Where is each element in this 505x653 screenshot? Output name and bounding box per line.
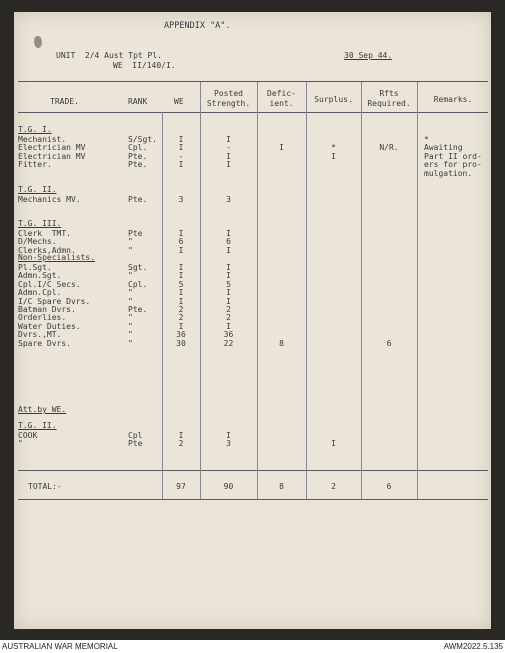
header-we: WE (174, 97, 184, 106)
cell-we: I (178, 245, 184, 255)
cell-we: 36 (176, 330, 186, 340)
totals-deficient: 8 (279, 482, 284, 491)
footer-bar (0, 640, 505, 653)
cell-posted: 5 (226, 279, 231, 289)
cell-rank: " (128, 330, 133, 340)
cell-rank: " (128, 338, 133, 348)
cell-posted: 2 (226, 305, 231, 314)
cell-posted: I (226, 271, 231, 281)
cell-posted: I (226, 151, 231, 161)
cell-remarks: mulgation. (424, 168, 473, 178)
col-divider-rfts-remarks (417, 82, 418, 499)
cell-posted: I (226, 321, 231, 331)
cell-remarks: ers for pro- (424, 160, 482, 170)
cell-trade: " (18, 439, 23, 449)
section-title: Non-Specialists. (18, 253, 96, 262)
cell-posted: I (226, 288, 231, 298)
header-rank: RANK (128, 97, 148, 106)
cell-rank: " (128, 296, 133, 306)
cell-posted: 36 (223, 330, 234, 340)
cell-posted: - (226, 143, 231, 153)
we-line: WE II/140/I. (113, 61, 176, 70)
cell-posted: 3 (226, 195, 231, 204)
totals-label: TOTAL:- (28, 482, 62, 491)
report-date: 30 Sep 44. (344, 51, 393, 60)
cell-we: I (178, 321, 184, 331)
cell-we: I (178, 229, 184, 238)
cell-trade: Batman Dvrs. (18, 305, 76, 314)
cell-surplus: * (331, 143, 336, 153)
cell-rank: " (128, 245, 133, 255)
header-surplus: Surplus. (314, 95, 353, 104)
cell-trade: Electrician MV (18, 143, 86, 153)
cell-trade: Dvrs.,MT. (18, 330, 62, 340)
cell-posted: 3 (226, 439, 231, 449)
cell-posted: I (226, 160, 231, 170)
cell-surplus: I (331, 151, 336, 161)
cell-we: 5 (178, 279, 184, 289)
cell-trade: Water Duties. (18, 321, 81, 331)
page-title: APPENDIX "A". (164, 21, 231, 31)
footer-accession: AWM2022.5.135 (443, 642, 503, 651)
cell-we: I (178, 143, 184, 153)
cell-we: I (178, 271, 184, 281)
totals-rfts: 6 (386, 482, 392, 491)
cell-we: I (178, 431, 184, 440)
totals-we: 97 (176, 482, 186, 491)
cell-posted: I (226, 135, 231, 144)
cell-trade: Clerk TMT. (18, 229, 71, 238)
cell-rank: S/Sgt. (128, 135, 157, 144)
footer-source: AUSTRALIAN WAR MEMORIAL (2, 642, 118, 651)
section-title: Att.by WE. (18, 405, 67, 414)
header-rfts-1: Rfts (379, 89, 399, 98)
document-page (14, 12, 491, 629)
cell-we: 3 (178, 195, 184, 204)
cell-trade: I/C Spare Dvrs. (18, 296, 91, 306)
cell-rank: Pte. (128, 195, 148, 204)
cell-posted: I (226, 296, 231, 306)
cell-we: 2 (178, 313, 184, 323)
section-title: T.G. I. (18, 125, 52, 134)
cell-posted: I (226, 229, 231, 238)
unit-line: UNIT 2/4 Aust Tpt Pl. (56, 51, 162, 60)
cell-surplus: I (331, 439, 336, 449)
cell-posted: I (226, 245, 231, 255)
cell-rank: " (128, 271, 133, 281)
cell-trade: Spare Dvrs. (18, 338, 71, 348)
cell-posted: 2 (226, 313, 231, 323)
cell-posted: I (226, 263, 231, 272)
cell-rank: " (128, 313, 133, 323)
cell-rank: Pte (128, 439, 143, 449)
cell-trade: Fitter. (18, 160, 52, 170)
cell-rank: " (128, 237, 133, 247)
cell-remarks: Part II ord- (424, 151, 482, 161)
cell-trade: Orderlies. (18, 313, 67, 323)
cell-we: 6 (178, 237, 184, 247)
header-trade: TRADE. (50, 97, 79, 106)
header-deficient-2: ient. (269, 99, 294, 108)
cell-we: 2 (178, 439, 184, 449)
cell-we: I (178, 296, 184, 306)
cell-rfts: N/R. (379, 143, 399, 153)
cell-trade: Electrician MV (18, 151, 86, 161)
totals-surplus: 2 (331, 482, 336, 491)
cell-rank: Pte (128, 229, 143, 238)
totals-posted: 90 (223, 482, 234, 491)
cell-we: 30 (176, 338, 186, 348)
cell-trade: Admn.Cpl. (18, 288, 62, 298)
cell-we: I (178, 160, 184, 170)
cell-we: I (178, 135, 184, 144)
cell-trade: COOK (18, 431, 38, 440)
cell-posted: 22 (223, 338, 234, 348)
cell-trade: Pl.Sgt. (18, 263, 52, 272)
cell-def: I (279, 143, 284, 153)
header-remarks: Remarks. (433, 95, 473, 104)
cell-trade: Mechanist. (18, 135, 67, 144)
header-posted-1: Posted (214, 89, 243, 98)
cell-def: 8 (279, 338, 284, 348)
cell-rank: " (128, 321, 133, 331)
cell-rank: Pte. (128, 151, 148, 161)
section-title: T.G. II. (18, 421, 57, 430)
header-rfts-2: Required. (367, 99, 411, 108)
cell-we: 2 (178, 305, 184, 314)
cell-rank: Cpl (128, 431, 143, 440)
cell-posted: I (226, 431, 231, 440)
header-posted-2: Strength. (206, 99, 251, 108)
cell-trade: Cpl.I/C Secs. (18, 279, 81, 289)
table-bottom-rule (18, 499, 488, 500)
cell-we: I (178, 288, 184, 298)
cell-trade: Clerks,Admn. (18, 245, 76, 255)
cell-remarks: Awaiting (424, 143, 463, 153)
section-title: T.G. II. (18, 185, 57, 194)
cell-rank: Cpl. (128, 143, 148, 153)
cell-rfts: 6 (386, 338, 392, 348)
cell-rank: " (128, 288, 133, 298)
header-deficient-1: Defic- (267, 89, 296, 98)
cell-rank: Cpl. (128, 279, 148, 289)
section-title: T.G. III. (18, 219, 62, 228)
cell-rank: Pte. (128, 305, 148, 314)
cell-rank: Pte. (128, 160, 148, 170)
cell-trade: Admn.Sgt. (18, 271, 62, 281)
cell-trade: D/Mechs. (18, 237, 57, 247)
cell-posted: 6 (226, 237, 231, 247)
cell-we: - (178, 151, 184, 161)
cell-rank: Sgt. (128, 263, 148, 272)
cell-we: I (178, 263, 184, 272)
cell-remarks: * (424, 135, 429, 144)
ink-blot (34, 36, 42, 48)
cell-trade: Mechanics MV. (18, 195, 81, 204)
